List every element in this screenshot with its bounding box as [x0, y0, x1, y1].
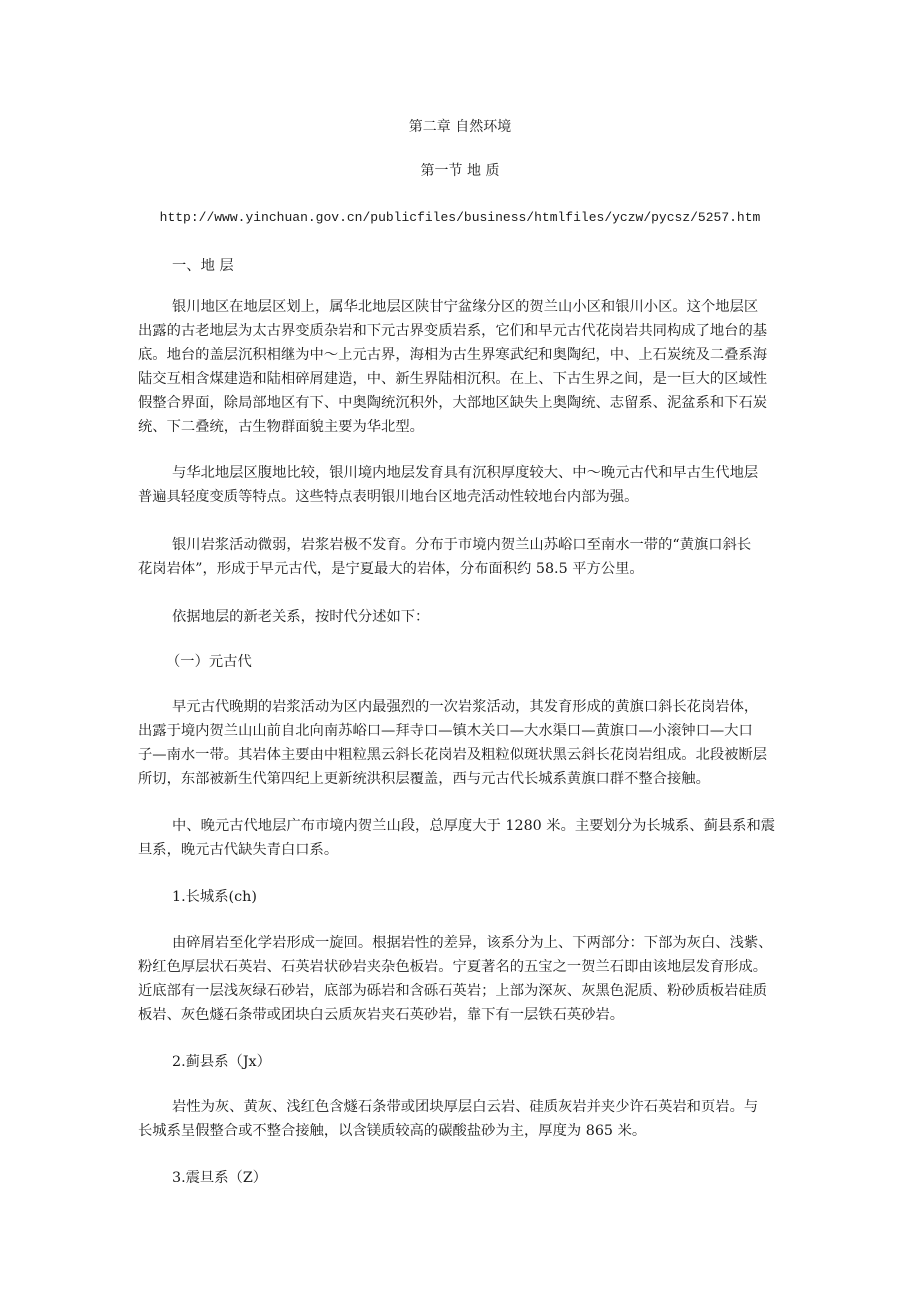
paragraph-line: 旦系，晚元古代缺失青白口系。	[138, 842, 339, 858]
paragraph-line: 依据地层的新老关系，按时代分述如下：	[172, 609, 430, 625]
paragraph-line: 粉红色厚层状石英岩、石英岩状砂岩夹杂色板岩。宁夏著名的五宝之一贺兰石即由该地层发育形成。	[138, 959, 768, 975]
paragraph-5	[138, 695, 788, 791]
heading-proterozoic: （一）元古代	[166, 654, 252, 670]
heading-sinian-system: 3.震旦系（Z）	[172, 1170, 268, 1186]
paragraph-line: 出露的古老地层为太古界变质杂岩和下元古界变质岩系，它们和早元古代花岗岩共同构成了地台的基	[138, 323, 768, 339]
paragraph-line: 陆交互相含煤建造和陆相碎屑建造，中、新生界陆相沉积。在上、下古生界之间，是一巨大的区域性	[138, 371, 768, 387]
paragraph-line: 出露于境内贺兰山山前自北向南苏峪口—拜寺口—镇木关口—大水渠口—黄旗口—小滚钟口—大口	[138, 723, 753, 739]
paragraph-line: 早元古代晚期的岩浆活动为区内最强烈的一次岩浆活动，其发育形成的黄旗口斜长花岗岩体，	[172, 699, 759, 715]
heading-jixian-system: 2.蓟县系（Jx）	[172, 1054, 271, 1070]
paragraph-line: 普遍具轻度变质等特点。这些特点表明银川地台区地壳活动性较地台内部为强。	[138, 489, 639, 505]
paragraph-line: 统、下二叠统，古生物群面貌主要为华北型。	[138, 419, 424, 435]
source-url: http://www.yinchuan.gov.cn/publicfiles/business/htmlfiles/yczw/pycsz/5257.htm	[159, 210, 761, 225]
paragraph-1	[138, 295, 788, 439]
paragraph-line: 由碎屑岩至化学岩形成一旋回。根据岩性的差异，该系分为上、下两部分：下部为灰白、浅紫、	[172, 935, 773, 951]
paragraph-line: 银川岩浆活动微弱，岩浆岩极不发育。分布于市境内贺兰山苏峪口至南水一带的“黄旗口斜长	[172, 537, 752, 553]
paragraph-4	[138, 605, 788, 629]
paragraph-7	[138, 931, 788, 1027]
paragraph-line: 板岩、灰色燧石条带或团块白云质灰岩夹石英砂岩，靠下有一层铁石英砂岩。	[138, 1007, 625, 1023]
paragraph-6	[138, 814, 788, 862]
paragraph-line: 假整合界面，除局部地区有下、中奥陶统沉积外，大部地区缺失上奥陶统、志留系、泥盆系和下石炭	[138, 395, 768, 411]
heading-strata: 一、地 层	[172, 258, 234, 274]
paragraph-line: 子—南水一带。其岩体主要由中粗粒黑云斜长花岗岩及粗粒似斑状黑云斜长花岗岩组成。北段被断层	[138, 747, 768, 763]
section-title: 第一节 地 质	[420, 163, 500, 179]
chapter-title: 第二章 自然环境	[408, 119, 512, 135]
paragraph-line: 中、晚元古代地层广布市境内贺兰山段，总厚度大于 1280 米。主要划分为长城系、蓟县系和震	[172, 818, 776, 834]
paragraph-line: 岩性为灰、黄灰、浅红色含燧石条带或团块厚层白云岩、硅质灰岩并夹少许石英岩和页岩。与	[172, 1099, 759, 1115]
heading-changcheng-system: 1.长城系(ch)	[172, 889, 257, 905]
paragraph-3	[138, 533, 788, 581]
paragraph-line: 长城系呈假整合或不整合接触，以含镁质较高的碳酸盐砂为主，厚度为 865 米。	[138, 1123, 647, 1139]
paragraph-line: 与华北地层区腹地比较，银川境内地层发育具有沉积厚度较大、中～晚元古代和早古生代地层	[172, 465, 759, 481]
paragraph-line: 花岗岩体”，形成于早元古代，是宁夏最大的岩体，分布面积约 58.5 平方公里。	[138, 561, 644, 577]
paragraph-8	[138, 1095, 788, 1143]
paragraph-line: 底。地台的盖层沉积相继为中～上元古界，海相为古生界寒武纪和奥陶纪，中、上石炭统及二叠系海	[138, 347, 768, 363]
paragraph-line: 银川地区在地层区划上，属华北地层区陕甘宁盆缘分区的贺兰山小区和银川小区。这个地层区	[172, 299, 759, 315]
paragraph-line: 近底部有一层浅灰绿石砂岩，底部为砾岩和含砾石英岩；上部为深灰、灰黑色泥质、粉砂质板岩硅质	[138, 983, 768, 999]
paragraph-line: 所切，东部被新生代第四纪上更新统洪积层覆盖，西与元古代长城系黄旗口群不整合接触。	[138, 771, 710, 787]
paragraph-2	[138, 461, 788, 509]
